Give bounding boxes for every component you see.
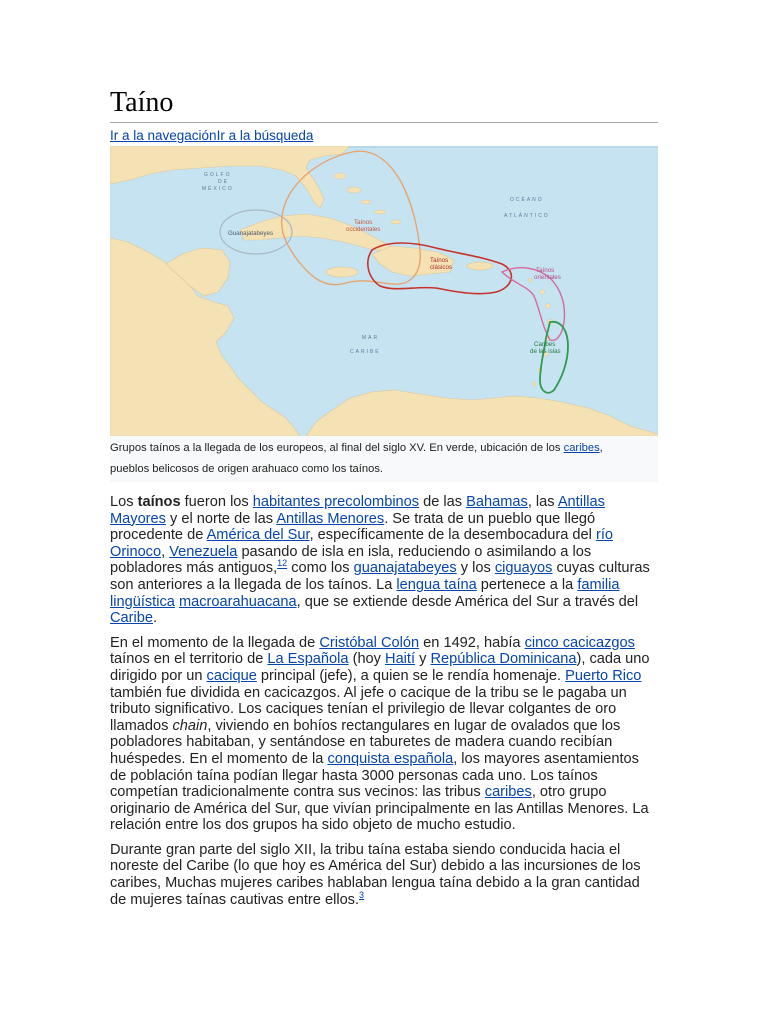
jump-to-search-link[interactable]: Ir a la búsqueda [216, 128, 314, 143]
label-caribe: CARIBE [350, 349, 381, 355]
land-jamaica [326, 267, 358, 277]
paragraph-3: Durante gran parte del siglo XII, la tribu taína estaba siendo conducida hacia el noreste del Caribe (lo que hoy es América del Sur) debido a las incursiones de los caribes, Muchas mujeres caribes hablaban lengua taína debido a la gran cantidad de mujeres taínas cautivas entre ellos.$^3$ [110, 841, 641, 908]
link-bahamas[interactable]: Bahamas [466, 494, 528, 510]
label-tainos-clasicos-1: Taínos [430, 257, 449, 264]
link-cristobal-colon[interactable]: Cristóbal Colón [319, 634, 420, 651]
label-mar: MAR [362, 335, 380, 341]
label-guanajatabeyes: Guanajatabeyes [228, 230, 274, 237]
bold-tainos: taínos [137, 494, 181, 510]
jump-links [110, 127, 658, 144]
link-haiti[interactable]: Haití [385, 651, 416, 668]
label-tainos-occidentales-1: Taínos [354, 219, 373, 226]
link-conquista-espanola[interactable]: conquista española [327, 750, 454, 767]
link-antillas-mayores[interactable]: Antillas Mayores [110, 494, 605, 527]
link-rio-orinoco[interactable]: río Orinoco [110, 527, 613, 560]
link-cinco-cacicazgos[interactable]: cinco cacicazgos [524, 634, 635, 651]
figure-caption: Grupos taínos a la llegada de los europeos, al final del siglo XV. En verde, ubicación de los caribes, pueblos belicosos de origen arahuaco como los taínos. [110, 442, 603, 475]
label-caribes-2: de las islas [530, 348, 561, 355]
label-caribes-1: Caribes [534, 341, 556, 348]
link-familia-linguistica[interactable]: familia lingüística [110, 576, 620, 610]
link-macroarahuacana[interactable]: macroarahuacana [178, 593, 297, 610]
label-golfo: GOLFO [204, 172, 232, 178]
italic-chain: chain [172, 717, 208, 734]
label-de: DE [218, 179, 229, 185]
paragraph-1: Los taínos fueron los habitantes precolombinos de las Bahamas, las Antillas Mayores y el norte de las Antillas Menores. Se trata de un pueblo que llegó procedente de América del Sur, específicamente de la desembocadura del río Orinoco, Venezuela pasando de isla en isla, reduciendo o asimilando a los pobladores más antiguos,$^{12}$ como los guanajatabeyes y los ciguayos cuyas culturas son anteriores a la llegada de los taínos. La lengua taína pertenece a la familia lingüística macroarahuacana, que se extiende desde América del Sur a través del Caribe. [110, 494, 650, 627]
ref-12[interactable]: 12 [277, 558, 288, 569]
article [110, 86, 658, 908]
paragraph-2: En el momento de la llegada de Cristóbal Colón en 1492, había cinco cacicazgos taínos en el territorio de La Española (hoy Haití y República Dominicana), cada uno dirigido por un cacique principal (jefe), a quien se le rendía homenaje. Puerto Rico también fue dividida en cacicazgos. Al jefe o cacique de la tribu se le pagaba un tributo significativo. Los caciques tenían el privilegio de llevar colgantes de oro llamados chain, viviendo en bohíos rectangulares en lugar de ovalados que los pobladores habitaban, y sentándose en taburetes de madera cuando recibían huéspedes. En el momento de la conquista española, los mayores asentamientos de población taína podían llegar hasta 3000 personas cada uno. Los taínos competían tradicionalmente contra sus vecinos: las tribus caribes, otro grupo originario de América del Sur, que vivían principalmente en las Antillas Menores. La relación entre los dos grupos ha sido objeto de mucho estudio. [110, 634, 650, 834]
link-cacique[interactable]: cacique [206, 667, 257, 684]
label-tainos-clasicos-2: clásicos [430, 264, 453, 271]
jump-to-navigation-link[interactable]: Ir a la navegación [110, 128, 217, 143]
link-venezuela[interactable]: Venezuela [169, 543, 238, 560]
label-atlantico: ATLÁNTICO [504, 213, 550, 219]
link-antillas-menores[interactable]: Antillas Menores [276, 510, 385, 527]
link-ciguayos[interactable]: ciguayos [494, 560, 553, 577]
land-puerto-rico [467, 262, 493, 270]
link-lengua-taina[interactable]: lengua taína [396, 576, 477, 593]
label-tainos-occidentales-2: occidentales [346, 226, 381, 233]
link-la-espanola[interactable]: La Española [267, 651, 349, 668]
link-america-del-sur[interactable]: América del Sur [206, 527, 310, 544]
map-figure [110, 146, 658, 482]
ref-3[interactable]: 3 [359, 889, 365, 900]
caption-link-caribes[interactable]: caribes [563, 442, 600, 454]
link-caribe[interactable]: Caribe [110, 610, 153, 627]
label-tainos-orientales-1: Taínos [536, 267, 555, 274]
label-oceano: OCÉANO [510, 197, 544, 203]
link-guanajatabeyes[interactable]: guanajatabeyes [353, 560, 457, 577]
link-caribes[interactable]: caribes [484, 784, 532, 801]
link-puerto-rico[interactable]: Puerto Rico [565, 667, 642, 684]
page-title: Taíno [110, 86, 658, 123]
link-republica-dominicana[interactable]: República Dominicana [430, 651, 577, 668]
label-tainos-orientales-2: orientales [534, 274, 561, 281]
link-habitantes-precolombinos[interactable]: habitantes precolombinos [252, 494, 420, 510]
caribbean-map[interactable] [110, 146, 658, 436]
label-mexico: MÉXICO [202, 186, 234, 192]
